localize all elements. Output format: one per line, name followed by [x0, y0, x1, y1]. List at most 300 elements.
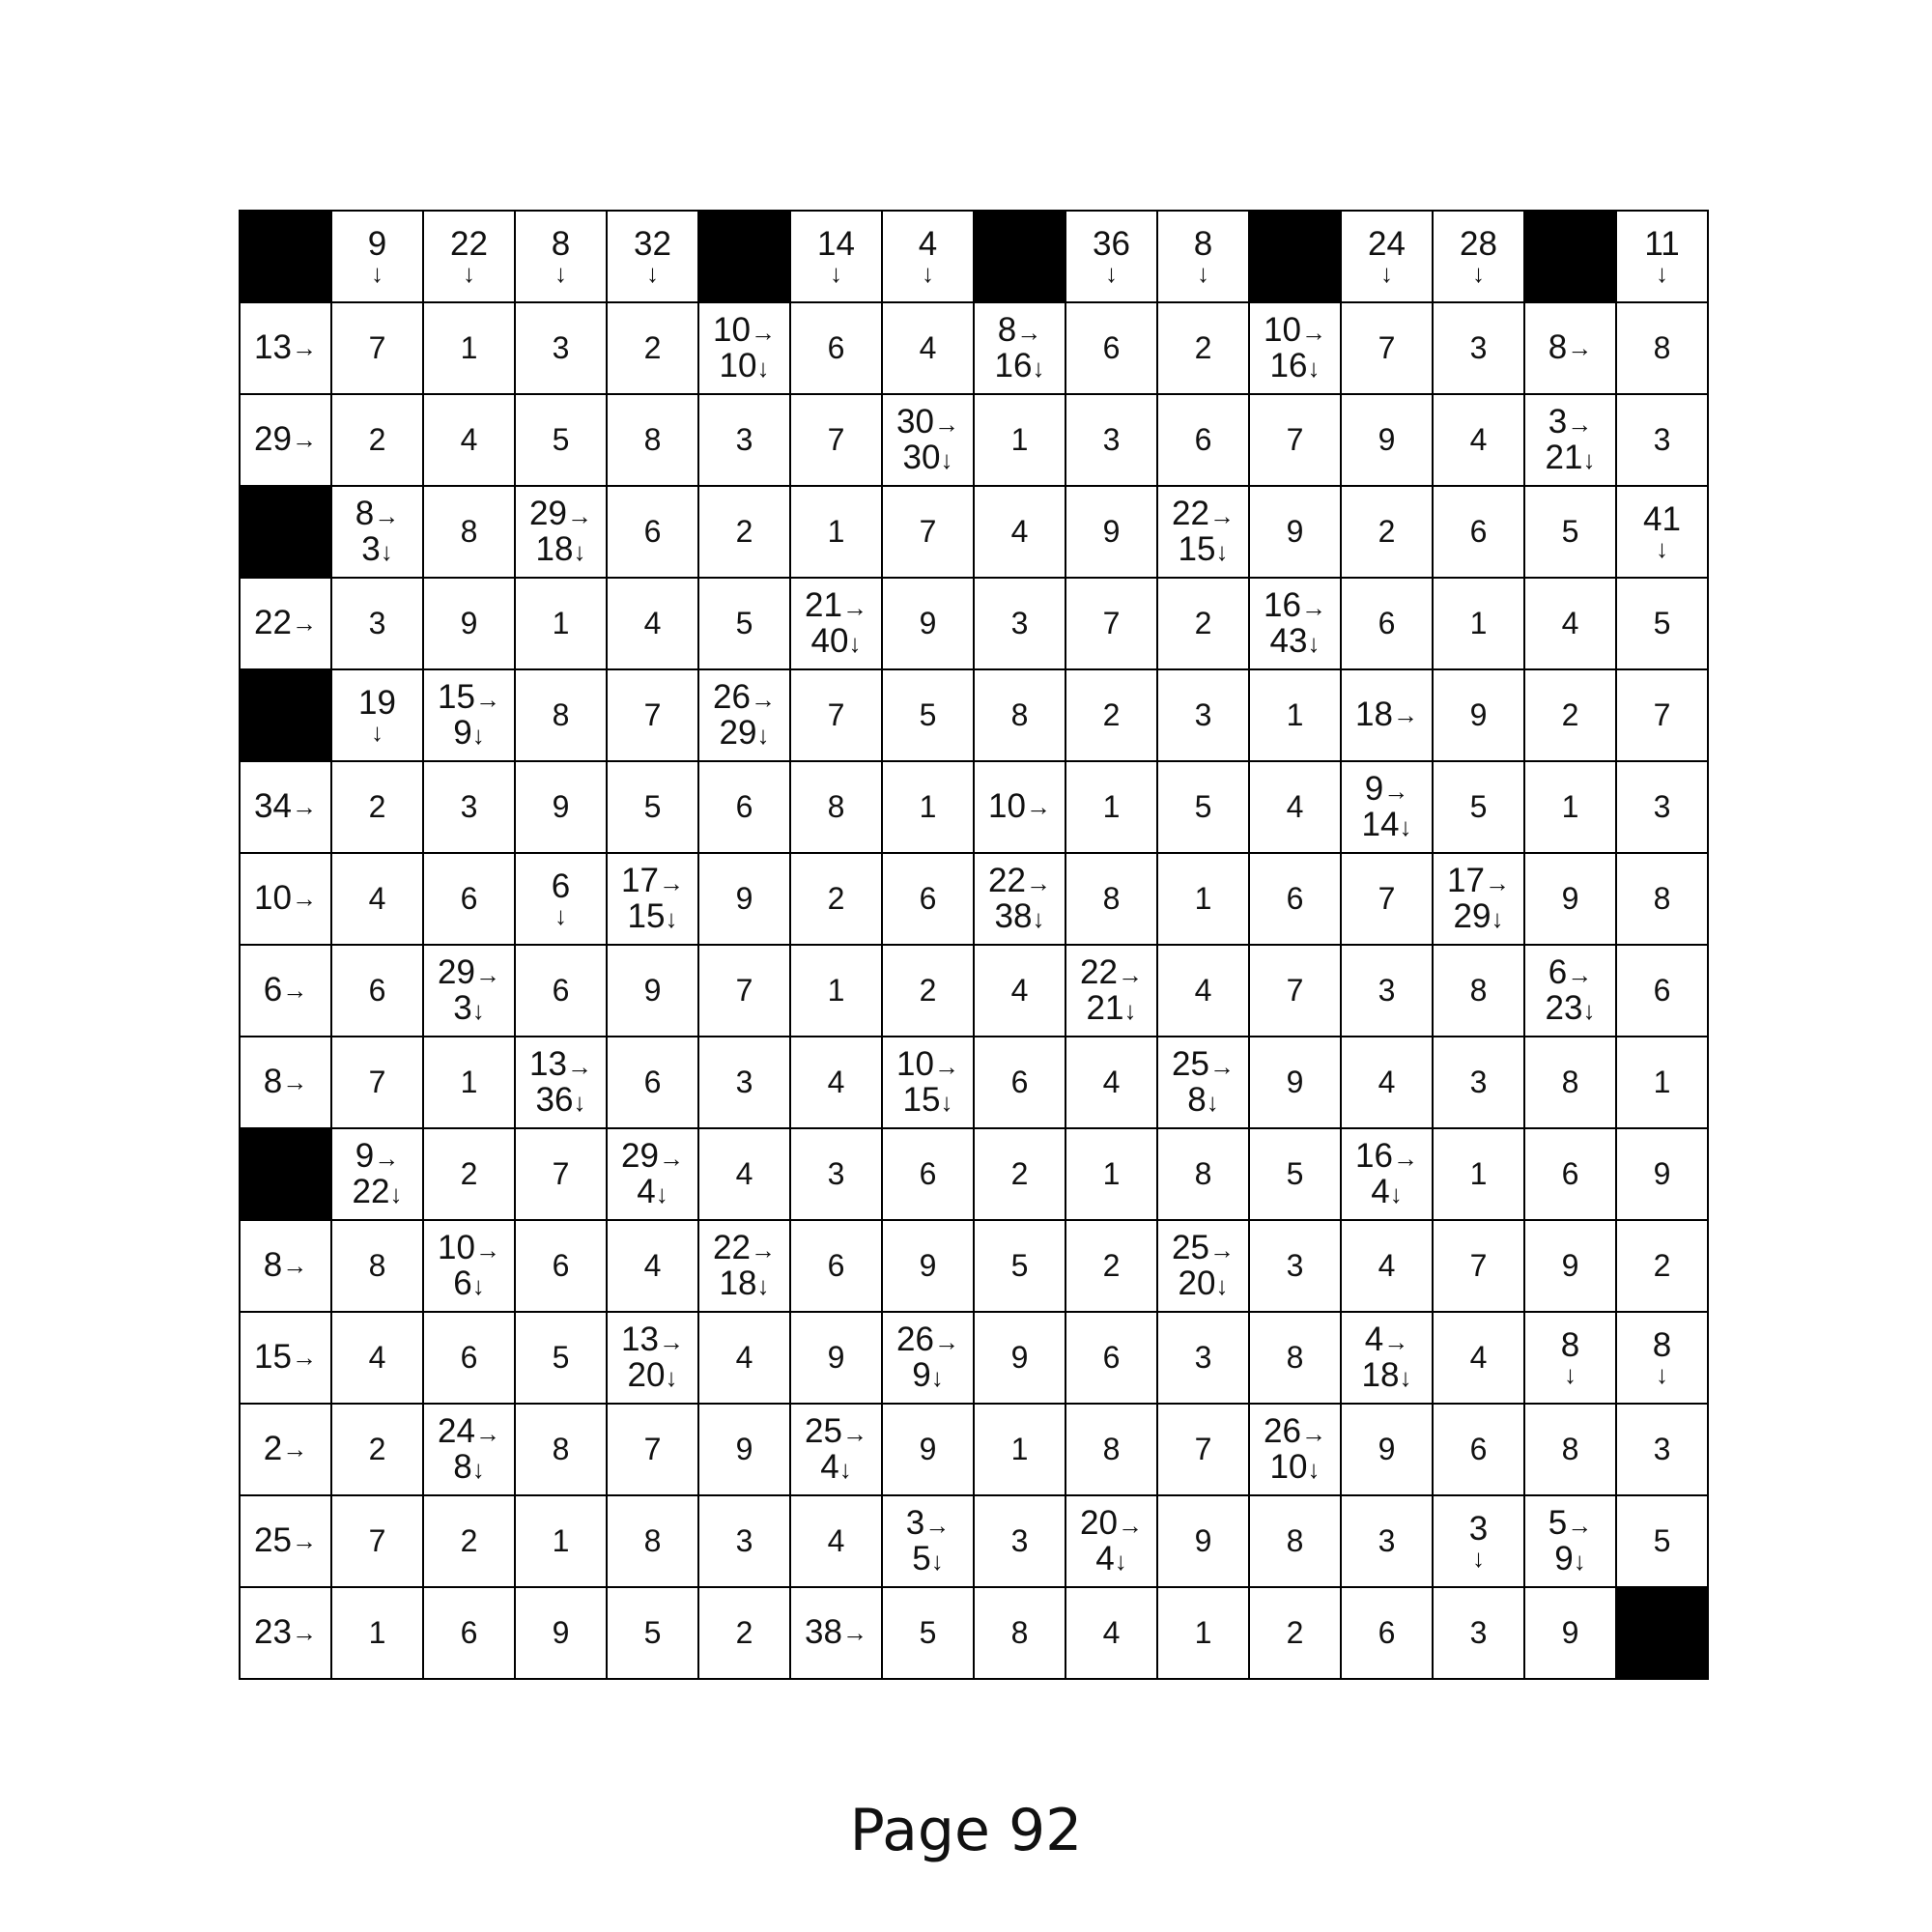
answer-cell[interactable] [883, 854, 975, 946]
answer-cell[interactable] [883, 1405, 975, 1496]
down-clue-line [1546, 440, 1596, 476]
answer-cell[interactable] [424, 1037, 516, 1129]
answer-cell[interactable] [332, 1221, 424, 1313]
answer-cell[interactable] [1525, 1588, 1617, 1680]
answer-cell[interactable] [1158, 1129, 1250, 1221]
answer-cell[interactable] [699, 1405, 791, 1496]
cell-digit: 8 [1653, 881, 1671, 916]
answer-cell[interactable] [1525, 1221, 1617, 1313]
answer-cell[interactable] [883, 303, 975, 395]
down-clue-cell [608, 212, 699, 303]
answer-cell[interactable] [1617, 946, 1709, 1037]
answer-cell[interactable] [1158, 1496, 1250, 1588]
answer-cell[interactable] [608, 1405, 699, 1496]
answer-cell[interactable] [516, 1588, 608, 1680]
answer-cell[interactable] [424, 1313, 516, 1405]
down-sum: 28 [1460, 225, 1497, 264]
answer-cell[interactable] [608, 762, 699, 854]
answer-cell[interactable] [699, 579, 791, 670]
right-arrow-icon: → [1567, 1510, 1593, 1540]
answer-cell[interactable] [1342, 946, 1434, 1037]
answer-cell[interactable] [1342, 487, 1434, 579]
answer-cell[interactable] [1066, 395, 1158, 487]
down-arrow-icon: ↓ [940, 444, 953, 474]
answer-cell[interactable] [791, 762, 883, 854]
answer-cell[interactable] [1434, 395, 1525, 487]
across-sum: 6 [1548, 952, 1568, 991]
across-down-clue-cell [1066, 946, 1158, 1037]
down-arrow-icon: ↓ [471, 1270, 485, 1300]
answer-cell[interactable] [791, 946, 883, 1037]
answer-cell[interactable] [975, 1313, 1066, 1405]
answer-cell[interactable] [608, 487, 699, 579]
down-sum: 15 [627, 896, 666, 935]
across-sum: 15 [254, 1338, 292, 1377]
across-clue-cell [241, 1221, 332, 1313]
answer-cell[interactable] [699, 487, 791, 579]
answer-cell[interactable] [1066, 1405, 1158, 1496]
answer-cell[interactable] [516, 1221, 608, 1313]
answer-cell[interactable] [1066, 579, 1158, 670]
answer-cell[interactable] [608, 1496, 699, 1588]
answer-cell[interactable] [975, 670, 1066, 762]
down-arrow-icon: ↓ [655, 1179, 668, 1208]
answer-cell[interactable] [975, 1405, 1066, 1496]
cell-digit: 2 [735, 1615, 753, 1650]
cell-digit: 6 [735, 789, 753, 824]
answer-cell[interactable] [1158, 395, 1250, 487]
cell-digit: 6 [1286, 881, 1304, 916]
right-arrow-icon: → [291, 1342, 317, 1372]
cell-digit: 8 [643, 1523, 662, 1558]
cell-digit: 3 [1010, 606, 1029, 640]
answer-cell[interactable] [1158, 1405, 1250, 1496]
cell-digit: 3 [1194, 1340, 1212, 1375]
cell-digit: 9 [1286, 514, 1304, 549]
answer-cell[interactable] [332, 1405, 424, 1496]
answer-cell[interactable] [1525, 1405, 1617, 1496]
cell-digit: 9 [1194, 1523, 1212, 1558]
answer-cell[interactable] [1617, 1129, 1709, 1221]
answer-cell[interactable] [1617, 854, 1709, 946]
cell-digit: 9 [1378, 1432, 1396, 1466]
across-sum: 13 [254, 328, 292, 367]
answer-cell[interactable] [608, 670, 699, 762]
right-arrow-icon: → [1392, 1143, 1418, 1173]
answer-cell[interactable] [791, 303, 883, 395]
across-clue-line [529, 494, 592, 532]
down-sum: 3 [361, 529, 381, 568]
down-arrow-icon: ↓ [830, 259, 842, 289]
answer-cell[interactable] [1434, 762, 1525, 854]
answer-cell[interactable] [1434, 1037, 1525, 1129]
answer-cell[interactable] [975, 1037, 1066, 1129]
answer-cell[interactable] [1158, 303, 1250, 395]
answer-cell[interactable] [608, 946, 699, 1037]
answer-cell[interactable] [1617, 1037, 1709, 1129]
down-sum: 8 [1652, 1326, 1672, 1365]
answer-cell[interactable] [1066, 1129, 1158, 1221]
answer-cell[interactable] [424, 1496, 516, 1588]
down-arrow-icon: ↓ [838, 1454, 852, 1484]
cell-digit: 6 [460, 1340, 478, 1375]
answer-cell[interactable] [699, 1313, 791, 1405]
answer-cell[interactable] [791, 1313, 883, 1405]
down-arrow-icon: ↓ [1656, 259, 1668, 289]
answer-cell[interactable] [1434, 579, 1525, 670]
across-clue-line [1172, 494, 1235, 532]
answer-cell[interactable] [332, 303, 424, 395]
answer-cell[interactable] [1342, 579, 1434, 670]
answer-cell[interactable] [883, 946, 975, 1037]
cell-digit: 2 [460, 1523, 478, 1558]
answer-cell[interactable] [1158, 946, 1250, 1037]
answer-cell[interactable] [1158, 762, 1250, 854]
answer-cell[interactable] [516, 1496, 608, 1588]
answer-cell[interactable] [1434, 1129, 1525, 1221]
answer-cell[interactable] [332, 762, 424, 854]
down-sum: 6 [453, 1264, 472, 1302]
cell-digit: 4 [1378, 1065, 1396, 1099]
answer-cell[interactable] [1342, 1405, 1434, 1496]
answer-cell[interactable] [332, 1496, 424, 1588]
down-clue-line [1371, 1172, 1403, 1210]
answer-cell[interactable] [1250, 1313, 1342, 1405]
across-sum: 29 [438, 952, 475, 991]
answer-cell[interactable] [1066, 1588, 1158, 1680]
answer-cell[interactable] [424, 395, 516, 487]
answer-cell[interactable] [1066, 1221, 1158, 1313]
answer-cell[interactable] [791, 670, 883, 762]
answer-cell[interactable] [1617, 1221, 1709, 1313]
answer-cell[interactable] [608, 579, 699, 670]
answer-cell[interactable] [1158, 1313, 1250, 1405]
answer-cell[interactable] [883, 1588, 975, 1680]
answer-cell[interactable] [791, 1037, 883, 1129]
answer-cell[interactable] [424, 762, 516, 854]
answer-cell[interactable] [1434, 670, 1525, 762]
across-down-clue-cell [516, 487, 608, 579]
answer-cell[interactable] [332, 1313, 424, 1405]
down-arrow-icon: ↓ [1573, 1546, 1586, 1576]
answer-cell[interactable] [1617, 1496, 1709, 1588]
answer-cell[interactable] [516, 579, 608, 670]
across-down-clue-cell [975, 854, 1066, 946]
right-arrow-icon: → [841, 592, 867, 622]
answer-cell[interactable] [1617, 395, 1709, 487]
answer-cell[interactable] [1250, 1037, 1342, 1129]
cell-digit: 1 [1194, 881, 1212, 916]
answer-cell[interactable] [1525, 762, 1617, 854]
across-clue-line [438, 677, 500, 716]
answer-cell[interactable] [699, 1037, 791, 1129]
answer-cell[interactable] [791, 395, 883, 487]
answer-cell[interactable] [1617, 670, 1709, 762]
cell-digit: 7 [827, 422, 845, 457]
answer-cell[interactable] [424, 303, 516, 395]
cell-digit: 6 [460, 881, 478, 916]
answer-cell[interactable] [1066, 670, 1158, 762]
across-sum: 22 [254, 604, 292, 642]
answer-cell[interactable] [1158, 579, 1250, 670]
answer-cell[interactable] [699, 1496, 791, 1588]
answer-cell[interactable] [332, 1037, 424, 1129]
answer-cell[interactable] [1250, 1129, 1342, 1221]
answer-cell[interactable] [608, 1221, 699, 1313]
answer-cell[interactable] [699, 946, 791, 1037]
down-clue-line [720, 1266, 770, 1302]
answer-cell[interactable] [608, 1037, 699, 1129]
answer-cell[interactable] [699, 854, 791, 946]
cell-digit: 9 [1010, 1340, 1029, 1375]
cell-digit: 1 [827, 973, 845, 1008]
across-down-clue-cell [699, 303, 791, 395]
answer-cell[interactable] [1066, 1313, 1158, 1405]
answer-cell[interactable] [1342, 854, 1434, 946]
cell-digit: 4 [368, 1340, 386, 1375]
across-clue-line [896, 402, 959, 440]
cell-digit: 6 [1469, 514, 1488, 549]
cell-digit: 6 [460, 1615, 478, 1650]
answer-cell[interactable] [1158, 670, 1250, 762]
across-clue-cell [1342, 670, 1434, 762]
across-down-clue-cell [883, 1037, 975, 1129]
answer-cell[interactable] [1250, 670, 1342, 762]
across-sum: 38 [805, 1613, 842, 1652]
answer-cell[interactable] [1434, 487, 1525, 579]
across-down-clue-cell [1342, 762, 1434, 854]
down-clue-cell [516, 212, 608, 303]
answer-cell[interactable] [332, 1588, 424, 1680]
cell-digit: 2 [368, 789, 386, 824]
answer-cell[interactable] [516, 303, 608, 395]
answer-cell[interactable] [1250, 395, 1342, 487]
answer-cell[interactable] [424, 854, 516, 946]
cell-digit: 6 [1194, 422, 1212, 457]
answer-cell[interactable] [1250, 1496, 1342, 1588]
answer-cell[interactable] [516, 946, 608, 1037]
down-arrow-icon: ↓ [1197, 259, 1209, 289]
cell-digit: 2 [1102, 697, 1121, 732]
right-arrow-icon: → [474, 1235, 500, 1264]
down-sum: 19 [358, 684, 396, 723]
answer-cell[interactable] [1158, 1588, 1250, 1680]
right-arrow-icon: → [658, 867, 684, 897]
right-arrow-icon: → [1025, 791, 1051, 821]
across-clue-line [997, 310, 1042, 349]
answer-cell[interactable] [883, 1221, 975, 1313]
cell-digit: 7 [1102, 606, 1121, 640]
cell-digit: 5 [1653, 1523, 1671, 1558]
cell-digit: 3 [1102, 422, 1121, 457]
answer-cell[interactable] [1617, 303, 1709, 395]
answer-cell[interactable] [1250, 1221, 1342, 1313]
answer-cell[interactable] [975, 1221, 1066, 1313]
answer-cell[interactable] [1525, 579, 1617, 670]
across-down-clue-cell [1525, 946, 1617, 1037]
answer-cell[interactable] [516, 762, 608, 854]
answer-cell[interactable] [1525, 1129, 1617, 1221]
down-arrow-icon: ↓ [1105, 259, 1118, 289]
answer-cell[interactable] [699, 762, 791, 854]
right-arrow-icon: → [1300, 317, 1326, 347]
answer-cell[interactable] [608, 395, 699, 487]
right-arrow-icon: → [933, 1326, 959, 1356]
down-arrow-icon: ↓ [463, 259, 475, 289]
answer-cell[interactable] [699, 395, 791, 487]
answer-cell[interactable] [1066, 762, 1158, 854]
down-sum: 18 [1361, 1355, 1400, 1394]
answer-cell[interactable] [1066, 487, 1158, 579]
answer-cell[interactable] [1342, 395, 1434, 487]
answer-cell[interactable] [883, 1129, 975, 1221]
down-sum: 4 [637, 1172, 656, 1210]
cell-digit: 4 [1561, 606, 1579, 640]
answer-cell[interactable] [1525, 487, 1617, 579]
answer-cell[interactable] [1250, 487, 1342, 579]
cell-digit: 2 [1378, 514, 1396, 549]
across-sum: 22 [713, 1228, 751, 1266]
answer-cell[interactable] [1617, 579, 1709, 670]
answer-cell[interactable] [1617, 762, 1709, 854]
answer-cell[interactable] [516, 1313, 608, 1405]
answer-cell[interactable] [1342, 303, 1434, 395]
answer-cell[interactable] [516, 670, 608, 762]
answer-cell[interactable] [1342, 1588, 1434, 1680]
answer-cell[interactable] [883, 487, 975, 579]
answer-cell[interactable] [608, 303, 699, 395]
answer-cell[interactable] [1434, 1588, 1525, 1680]
across-clue-line [905, 1503, 951, 1542]
answer-cell[interactable] [975, 1129, 1066, 1221]
down-clue-line [453, 1447, 485, 1486]
answer-cell[interactable] [424, 1129, 516, 1221]
answer-cell[interactable] [1434, 1313, 1525, 1405]
right-arrow-icon: → [1016, 317, 1042, 347]
down-clue-line [1269, 621, 1321, 660]
answer-cell[interactable] [883, 762, 975, 854]
across-sum: 29 [529, 494, 567, 532]
across-clue-cell [241, 1588, 332, 1680]
down-sum: 18 [535, 529, 574, 568]
answer-cell[interactable] [975, 487, 1066, 579]
answer-cell[interactable] [791, 1496, 883, 1588]
across-sum: 22 [988, 861, 1026, 899]
answer-cell[interactable] [332, 946, 424, 1037]
answer-cell[interactable] [699, 1588, 791, 1680]
answer-cell[interactable] [975, 579, 1066, 670]
cell-digit: 9 [919, 606, 937, 640]
cell-digit: 3 [1010, 1523, 1029, 1558]
cell-digit: 2 [1194, 606, 1212, 640]
answer-cell[interactable] [975, 946, 1066, 1037]
right-arrow-icon: → [1208, 500, 1235, 530]
across-clue-line [1172, 1228, 1235, 1266]
answer-cell[interactable] [332, 579, 424, 670]
answer-cell[interactable] [1342, 1496, 1434, 1588]
answer-cell[interactable] [424, 579, 516, 670]
answer-cell[interactable] [1342, 1037, 1434, 1129]
cell-digit: 7 [1469, 1248, 1488, 1283]
across-down-clue-cell [1158, 1037, 1250, 1129]
answer-cell[interactable] [516, 1405, 608, 1496]
across-sum: 26 [896, 1320, 934, 1358]
answer-cell[interactable] [1250, 946, 1342, 1037]
answer-cell[interactable] [1066, 1037, 1158, 1129]
cell-digit: 2 [643, 330, 662, 365]
answer-cell[interactable] [1250, 762, 1342, 854]
answer-cell[interactable] [791, 1221, 883, 1313]
answer-cell[interactable] [975, 395, 1066, 487]
answer-cell[interactable] [1066, 854, 1158, 946]
down-arrow-icon: ↓ [1399, 811, 1412, 841]
cell-digit: 9 [1561, 1248, 1579, 1283]
across-down-clue-cell [608, 854, 699, 946]
black-cell [1250, 212, 1342, 303]
answer-cell[interactable] [332, 854, 424, 946]
down-clue-line [810, 621, 862, 660]
answer-cell[interactable] [516, 1129, 608, 1221]
answer-cell[interactable] [1434, 1405, 1525, 1496]
down-clue-line [627, 896, 678, 935]
answer-cell[interactable] [1525, 670, 1617, 762]
answer-cell[interactable] [1525, 1037, 1617, 1129]
cell-digit: 1 [1469, 1156, 1488, 1191]
cell-digit: 1 [552, 1523, 570, 1558]
across-clue-line [988, 861, 1051, 899]
answer-cell[interactable] [791, 487, 883, 579]
answer-cell[interactable] [1434, 303, 1525, 395]
answer-cell[interactable] [975, 1496, 1066, 1588]
cell-digit: 4 [1010, 973, 1029, 1008]
answer-cell[interactable] [1617, 1405, 1709, 1496]
cell-digit: 4 [368, 881, 386, 916]
answer-cell[interactable] [699, 1129, 791, 1221]
cell-digit: 6 [919, 1156, 937, 1191]
answer-cell[interactable] [883, 670, 975, 762]
answer-cell[interactable] [516, 395, 608, 487]
answer-cell[interactable] [1434, 946, 1525, 1037]
answer-cell[interactable] [608, 1588, 699, 1680]
answer-cell[interactable] [1434, 1221, 1525, 1313]
answer-cell[interactable] [791, 854, 883, 946]
right-arrow-icon: → [658, 1326, 684, 1356]
answer-cell[interactable] [424, 487, 516, 579]
across-sum: 10 [713, 310, 751, 349]
across-clue-cell [241, 395, 332, 487]
across-clue-line [621, 861, 684, 899]
answer-cell[interactable] [975, 1588, 1066, 1680]
answer-cell[interactable] [1525, 854, 1617, 946]
across-clue-line [1548, 402, 1593, 440]
cell-digit: 8 [552, 1432, 570, 1466]
answer-cell[interactable] [1250, 1588, 1342, 1680]
answer-cell[interactable] [1066, 303, 1158, 395]
answer-cell[interactable] [424, 1588, 516, 1680]
answer-cell[interactable] [1158, 854, 1250, 946]
across-down-clue-cell [1250, 1405, 1342, 1496]
across-down-clue-cell [883, 395, 975, 487]
down-sum: 4 [918, 225, 938, 264]
answer-cell[interactable] [332, 395, 424, 487]
down-sum: 40 [810, 621, 849, 660]
answer-cell[interactable] [1250, 854, 1342, 946]
down-arrow-icon: ↓ [1215, 536, 1229, 566]
answer-cell[interactable] [1342, 1221, 1434, 1313]
cell-digit: 4 [1469, 422, 1488, 457]
answer-cell[interactable] [883, 579, 975, 670]
answer-cell[interactable] [791, 1129, 883, 1221]
